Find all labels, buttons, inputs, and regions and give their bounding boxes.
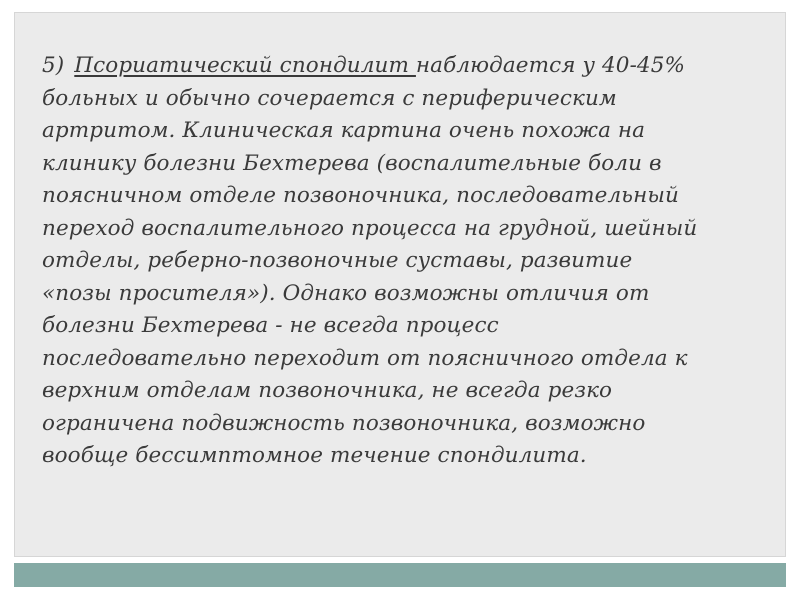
text-line-9: болезни Бехтерева - не всегда процесс	[42, 313, 499, 338]
bottom-accent-bar	[14, 563, 786, 587]
text-line-7: отделы, реберно-позвоночные суставы, развитие	[42, 248, 633, 273]
underlined-term: Псориатический спондилит	[74, 53, 416, 78]
text-line-4: клинику болезни Бехтерева (воспалительные боли в	[42, 150, 662, 176]
text-line-8: «позы просителя»). Однако возможны отличия от	[42, 280, 650, 306]
text-line-10: последовательно переходит от поясничного отдела к	[42, 345, 688, 371]
text-line-12: ограничена подвижность позвоночника, возможно	[42, 410, 646, 436]
text-line-13: вообще бессимптомное течение спондилита.	[42, 443, 587, 468]
item-number: 5)	[42, 53, 65, 78]
slide-text-block	[42, 50, 762, 473]
text-line-1-rest: наблюдается у 40-45%	[415, 53, 686, 78]
text-line-1	[42, 50, 762, 83]
text-line-11: верхним отделам позвоночника, не всегда резко	[42, 378, 613, 403]
text-line-2: больных и обычно сочерается с периферическим	[42, 85, 617, 111]
text-line-5: поясничном отделе позвоночника, последовательный	[42, 183, 679, 208]
text-line-3: артритом. Клиническая картина очень похожа на	[42, 118, 646, 143]
text-line-6: переход воспалительного процесса на грудной, шейный	[42, 215, 698, 241]
